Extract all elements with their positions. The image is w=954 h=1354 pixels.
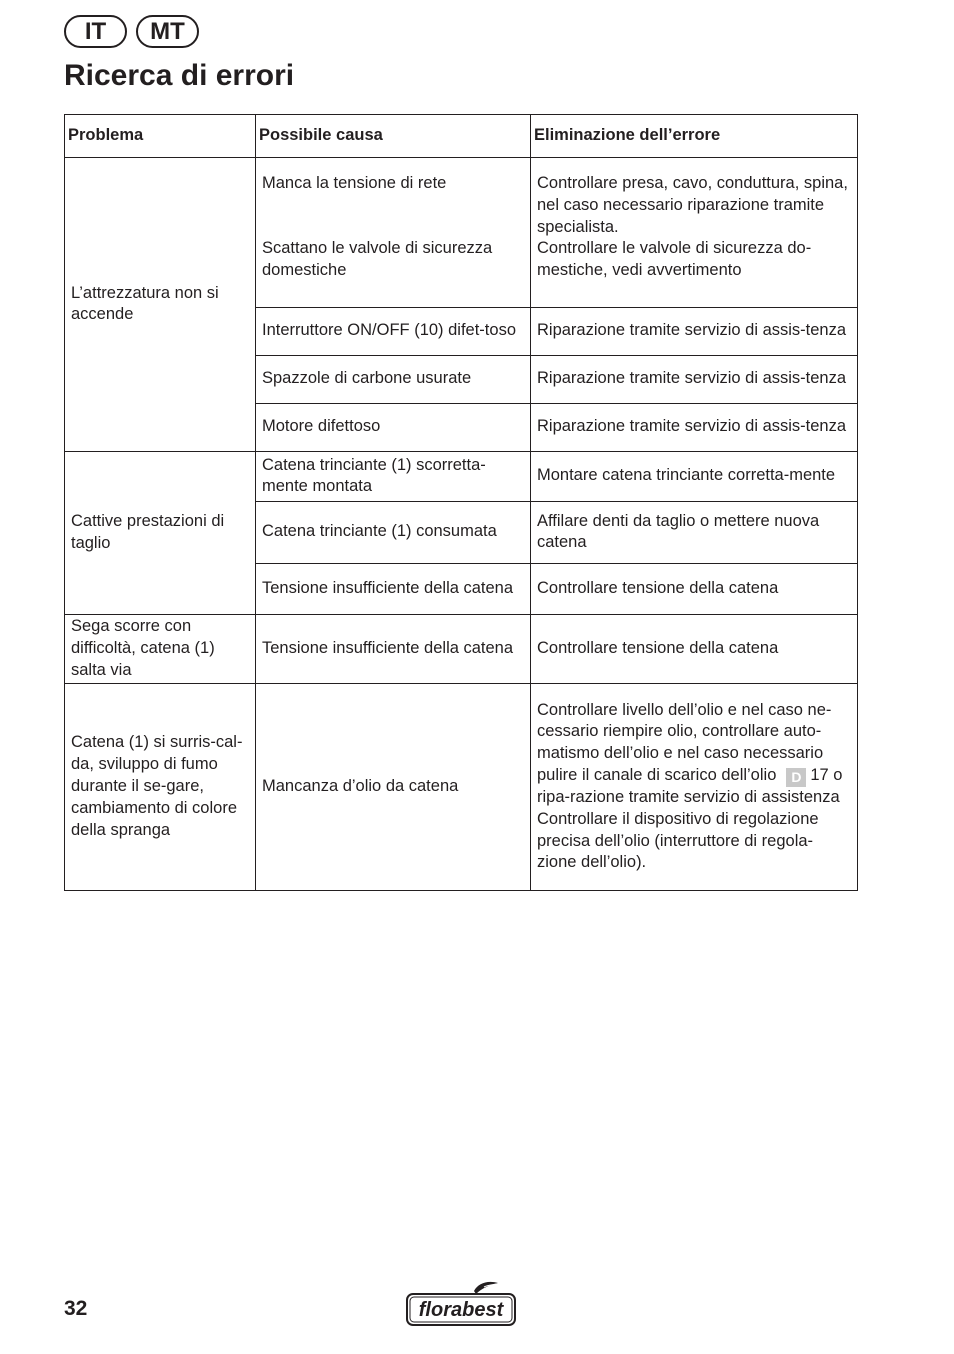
page-title: Ricerca di errori <box>64 59 295 92</box>
cause-cell: Catena trinciante (1) scorretta-mente montata <box>256 451 531 501</box>
remedy-cell: Controllare le valvole di sicurezza do-mestiche, vedi avvertimento <box>531 238 858 307</box>
table-row <box>65 451 858 501</box>
cause-cell: Catena trinciante (1) consumata <box>256 501 531 563</box>
section-d-icon: D <box>786 768 806 787</box>
cause-cell: Tensione insufficiente della catena <box>256 563 531 614</box>
remedy-cell: Controllare tensione della catena <box>531 614 858 683</box>
problem-cell: Sega scorre con difficoltà, catena (1) salta via <box>65 614 256 683</box>
cause-cell: Tensione insufficiente della catena <box>256 614 531 683</box>
remedy-cell: Affilare denti da taglio o mettere nuova catena <box>531 501 858 563</box>
cause-cell: Scattano le valvole di sicurezza domestiche <box>256 238 531 307</box>
remedy-text: Controllare il dispositivo di regolazione precisa dell’olio (interruttore di regola-zione dell’olio). <box>537 809 819 872</box>
problem-cell: L’attrezzatura non si accende <box>65 158 256 452</box>
header-problem: Problema <box>65 115 256 158</box>
cause-cell: Manca la tensione di rete <box>256 158 531 239</box>
cause-cell: Mancanza d’olio da catena <box>256 683 531 890</box>
cause-cell: Motore difettoso <box>256 403 531 451</box>
language-badge-it: IT <box>64 15 127 48</box>
remedy-text: 17 o ripa-razione tramite servizio di assistenza <box>537 765 843 806</box>
remedy-cell: Controllare presa, cavo, conduttura, spina, nel caso necessario riparazione tramite specialista. <box>531 158 858 239</box>
remedy-cell: Riparazione tramite servizio di assis-tenza <box>531 355 858 403</box>
language-badge-mt: MT <box>136 15 199 48</box>
troubleshooting-table <box>64 114 858 891</box>
page-number: 32 <box>64 1297 88 1320</box>
svg-text:florabest: florabest <box>418 1299 504 1321</box>
remedy-cell: Montare catena trinciante corretta-mente <box>531 451 858 501</box>
table-row <box>65 614 858 683</box>
table-header-row <box>65 115 858 158</box>
florabest-logo <box>404 1281 518 1329</box>
table-row <box>65 158 858 239</box>
problem-cell: Cattive prestazioni di taglio <box>65 451 256 614</box>
table-row <box>65 683 858 890</box>
language-badges <box>64 15 199 48</box>
cause-cell: Spazzole di carbone usurate <box>256 355 531 403</box>
header-cause: Possibile causa <box>256 115 531 158</box>
problem-cell: Catena (1) si surris-cal-da, sviluppo di fumo durante il se-gare, cambiamento di colore della spranga <box>65 683 256 890</box>
remedy-text: Controllare livello dell’olio e nel caso ne-cessario riempire olio, controllare auto-matismo dell’olio e nel caso necessario pulire il canale di scarico dell’olio <box>537 700 832 784</box>
remedy-cell: Riparazione tramite servizio di assis-tenza <box>531 403 858 451</box>
cause-cell: Interruttore ON/OFF (10) difet-toso <box>256 307 531 355</box>
remedy-cell: Controllare tensione della catena <box>531 563 858 614</box>
remedy-cell <box>531 683 858 890</box>
header-remedy: Eliminazione dell’errore <box>531 115 858 158</box>
remedy-cell: Riparazione tramite servizio di assis-tenza <box>531 307 858 355</box>
